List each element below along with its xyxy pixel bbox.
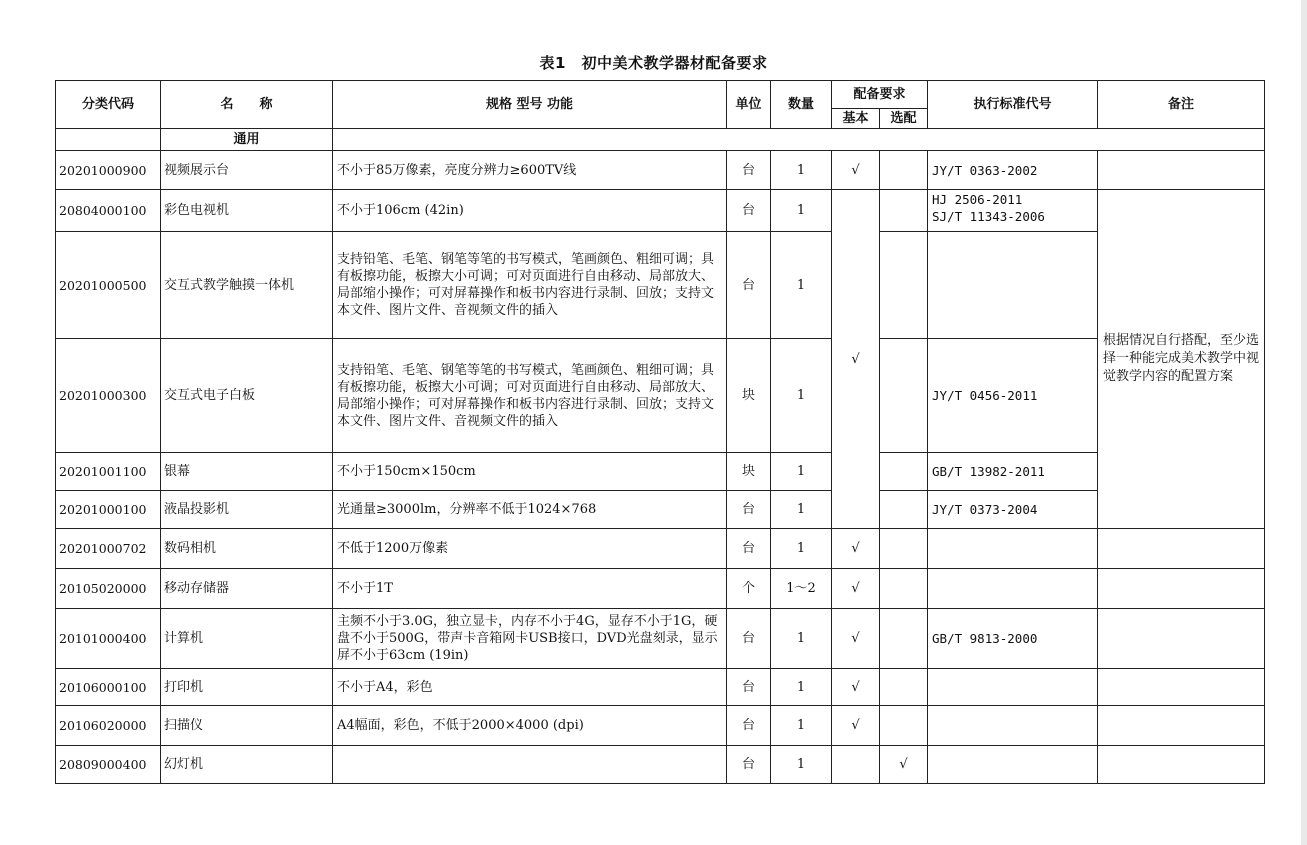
header-spec: 规格 型号 功能 [333, 81, 727, 129]
table-row [56, 232, 1265, 339]
row-code: 20105020000 [56, 569, 161, 609]
header-name: 名 称 [161, 81, 333, 129]
table-row [56, 151, 1265, 190]
row-optional [880, 232, 928, 339]
row-qty: 1 [771, 609, 832, 669]
row-code: 20201000100 [56, 491, 161, 529]
row-qty: 1 [771, 529, 832, 569]
row-code: 20201000900 [56, 151, 161, 190]
row-unit: 台 [727, 746, 771, 784]
table-row [56, 190, 1265, 232]
row-name: 数码相机 [161, 529, 333, 569]
row-qty: 1 [771, 190, 832, 232]
header-optional: 选配 [880, 109, 928, 129]
row-basic-check: √ [832, 706, 880, 746]
row-standard [928, 746, 1098, 784]
row-spec: 不低于1200万像素 [333, 529, 727, 569]
row-standard [928, 232, 1098, 339]
row-standard-line: HJ 2506-2011 [932, 192, 1023, 207]
row-standard-line: SJ/T 11343-2006 [932, 209, 1045, 224]
row-spec: 主频不小于3.0G，独立显卡，内存不小于4G，显存不小于1G，硬盘不小于500G，带声卡音箱网卡USB接口，DVD光盘刻录，显示屏不小于63cm (19in) [333, 609, 727, 669]
header-unit: 单位 [727, 81, 771, 129]
row-spec [333, 746, 727, 784]
row-optional [880, 609, 928, 669]
table-row [56, 529, 1265, 569]
row-qty: 1 [771, 706, 832, 746]
row-name: 计算机 [161, 609, 333, 669]
row-standard [928, 569, 1098, 609]
row-code: 20804000100 [56, 190, 161, 232]
row-name: 交互式教学触摸一体机 [161, 232, 333, 339]
row-unit: 台 [727, 669, 771, 706]
row-spec: A4幅面，彩色，不低于2000×4000 (dpi) [333, 706, 727, 746]
row-optional [880, 706, 928, 746]
row-standard [928, 669, 1098, 706]
row-spec: 光通量≥3000lm，分辨率不低于1024×768 [333, 491, 727, 529]
row-code: 20201000300 [56, 339, 161, 453]
table-row [56, 706, 1265, 746]
row-spec: 不小于1T [333, 569, 727, 609]
row-qty: 1 [771, 339, 832, 453]
merged-remark: 根据情况自行搭配，至少选择一种能完成美术教学中视觉教学内容的配置方案 [1098, 190, 1265, 529]
row-spec: 支持铅笔、毛笔、钢笔等笔的书写模式，笔画颜色、粗细可调；具有板擦功能，板擦大小可调；可对页面进行自由移动、局部放大、局部缩小操作；可对屏幕操作和板书内容进行录制、回放；支持文本文件、图片文件、音视频文件的插入 [333, 339, 727, 453]
row-qty: 1 [771, 151, 832, 190]
row-name: 幻灯机 [161, 746, 333, 784]
row-remark [1098, 706, 1265, 746]
row-name: 彩色电视机 [161, 190, 333, 232]
row-standard: GB/T 9813-2000 [928, 609, 1098, 669]
row-code: 20201000500 [56, 232, 161, 339]
row-name: 交互式电子白板 [161, 339, 333, 453]
row-unit: 台 [727, 491, 771, 529]
row-code: 20201000702 [56, 529, 161, 569]
row-standard [928, 529, 1098, 569]
row-unit: 台 [727, 609, 771, 669]
row-spec: 不小于85万像素，亮度分辨力≥600TV线 [333, 151, 727, 190]
row-optional [880, 491, 928, 529]
row-name: 打印机 [161, 669, 333, 706]
row-remark [1098, 609, 1265, 669]
row-qty: 1 [771, 669, 832, 706]
table-title: 表1 初中美术教学器材配备要求 [539, 54, 768, 72]
row-remark [1098, 746, 1265, 784]
row-basic-check: √ [832, 151, 880, 190]
header-qty: 数量 [771, 81, 832, 129]
row-unit: 块 [727, 453, 771, 491]
row-unit: 个 [727, 569, 771, 609]
row-unit: 台 [727, 151, 771, 190]
merged-basic-check: √ [832, 190, 880, 529]
row-qty: 1 [771, 491, 832, 529]
table-row [56, 669, 1265, 706]
row-remark [1098, 569, 1265, 609]
row-code: 20201001100 [56, 453, 161, 491]
table-row [56, 453, 1265, 491]
group-filler [333, 129, 1265, 151]
row-qty: 1～2 [771, 569, 832, 609]
row-optional-check: √ [880, 746, 928, 784]
row-optional [880, 339, 928, 453]
group-code-empty [56, 129, 161, 151]
row-name: 液晶投影机 [161, 491, 333, 529]
row-basic-check: √ [832, 529, 880, 569]
row-name: 视频展示台 [161, 151, 333, 190]
row-basic-check: √ [832, 609, 880, 669]
row-name: 扫描仪 [161, 706, 333, 746]
row-qty: 1 [771, 453, 832, 491]
header-standard: 执行标准代号 [928, 81, 1098, 129]
header-remark: 备注 [1098, 81, 1265, 129]
row-qty: 1 [771, 746, 832, 784]
row-unit: 台 [727, 706, 771, 746]
row-spec: 不小于150cm×150cm [333, 453, 727, 491]
viewer-scroll-edge [1301, 0, 1307, 845]
row-standard [928, 706, 1098, 746]
row-basic-check: √ [832, 669, 880, 706]
row-basic-check: √ [832, 569, 880, 609]
group-label: 通用 [161, 129, 333, 151]
row-code: 20106000100 [56, 669, 161, 706]
row-name: 移动存储器 [161, 569, 333, 609]
table-row [56, 609, 1265, 669]
row-unit: 台 [727, 232, 771, 339]
header-row [56, 81, 1265, 109]
row-optional [880, 453, 928, 491]
row-standard [928, 190, 1098, 232]
row-optional [880, 669, 928, 706]
row-code: 20809000400 [56, 746, 161, 784]
row-name: 银幕 [161, 453, 333, 491]
row-unit: 台 [727, 529, 771, 569]
row-code: 20106020000 [56, 706, 161, 746]
row-standard: JY/T 0363-2002 [928, 151, 1098, 190]
row-spec: 支持铅笔、毛笔、钢笔等笔的书写模式，笔画颜色、粗细可调；具有板擦功能，板擦大小可调；可对页面进行自由移动、局部放大、局部缩小操作；可对屏幕操作和板书内容进行录制、回放；支持文本文件、图片文件、音视频文件的插入 [333, 232, 727, 339]
table-row [56, 569, 1265, 609]
row-qty: 1 [771, 232, 832, 339]
row-unit: 块 [727, 339, 771, 453]
row-standard: JY/T 0456-2011 [928, 339, 1098, 453]
row-code: 20101000400 [56, 609, 161, 669]
row-optional [880, 151, 928, 190]
group-row [56, 129, 1265, 151]
header-code: 分类代码 [56, 81, 161, 129]
header-basic: 基本 [832, 109, 880, 129]
row-unit: 台 [727, 190, 771, 232]
row-remark [1098, 529, 1265, 569]
equipment-table [55, 80, 1265, 784]
row-remark [1098, 151, 1265, 190]
row-optional [880, 190, 928, 232]
table-row [56, 746, 1265, 784]
row-basic [832, 746, 880, 784]
header-requirement: 配备要求 [832, 81, 928, 109]
row-standard: JY/T 0373-2004 [928, 491, 1098, 529]
row-spec: 不小于106cm (42in) [333, 190, 727, 232]
row-optional [880, 569, 928, 609]
row-spec: 不小于A4，彩色 [333, 669, 727, 706]
row-optional [880, 529, 928, 569]
row-standard: GB/T 13982-2011 [928, 453, 1098, 491]
table-row [56, 339, 1265, 453]
row-remark [1098, 669, 1265, 706]
table-row [56, 491, 1265, 529]
